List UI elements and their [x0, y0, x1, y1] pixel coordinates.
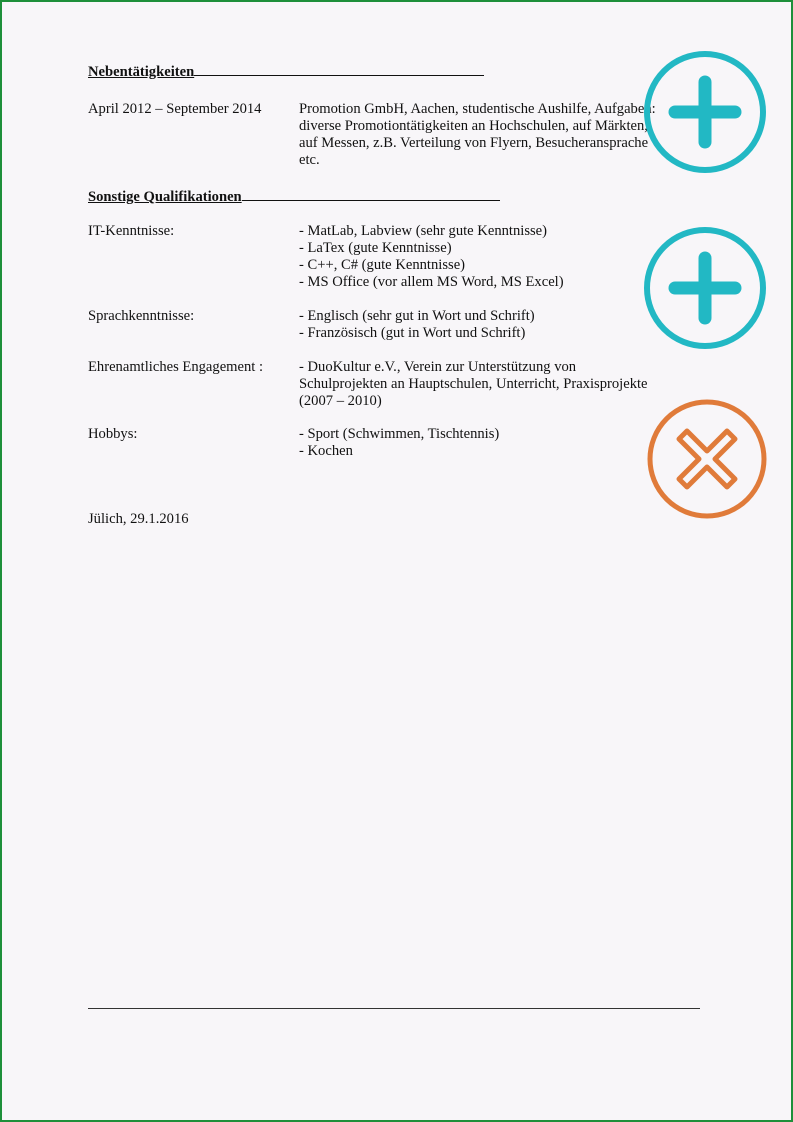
- language-skills-row: [88, 308, 700, 342]
- section-title: Nebentätigkeiten: [88, 64, 195, 80]
- list-item: - MS Office (vor allem MS Word, MS Excel): [299, 274, 564, 290]
- list-item: - Englisch (sehr gut in Wort und Schrift): [299, 308, 535, 324]
- it-skills-row: [88, 223, 700, 291]
- text-line: Promotion GmbH, Aachen, studentische Aushilfe, Aufgaben:: [299, 101, 656, 117]
- footer-divider: [88, 1008, 700, 1009]
- list-item: - C++, C# (gute Kenntnisse): [299, 257, 466, 273]
- list-item: - LaTex (gute Kenntnisse): [299, 240, 452, 256]
- side-job-period: April 2012 – September 2014: [88, 101, 262, 117]
- side-job-entry: [88, 101, 700, 169]
- it-skills-list: [299, 223, 700, 291]
- language-skills-list: [299, 308, 700, 342]
- volunteer-row: [88, 359, 700, 410]
- text-line: auf Messen, z.B. Verteilung von Flyern, Besucheransprache: [299, 135, 649, 151]
- volunteer-list: [299, 359, 700, 410]
- text-line: etc.: [299, 152, 320, 168]
- place-date: Jülich, 29.1.2016: [88, 511, 189, 527]
- list-item: - MatLab, Labview (sehr gute Kenntnisse): [299, 223, 548, 239]
- list-item: Schulprojekten an Hauptschulen, Unterricht, Praxisprojekte: [299, 376, 648, 392]
- list-item: - Sport (Schwimmen, Tischtennis): [299, 426, 500, 442]
- section-heading-side-jobs: [88, 62, 700, 81]
- cv-content: [88, 62, 700, 528]
- hobbies-row: [88, 426, 700, 460]
- plus-icon[interactable]: [643, 226, 767, 350]
- icon-stroke: [679, 431, 735, 487]
- list-item: - Französisch (gut in Wort und Schrift): [299, 325, 526, 341]
- hobbies-label: Hobbys:: [88, 426, 138, 442]
- text-line: diverse Promotiontätigkeiten an Hochschulen, auf Märkten,: [299, 118, 648, 134]
- plus-icon[interactable]: [643, 50, 767, 174]
- language-skills-label: Sprachkenntnisse:: [88, 308, 195, 324]
- list-item: - Kochen: [299, 443, 353, 459]
- section-title: Sonstige Qualifikationen: [88, 189, 242, 205]
- icon-ring: [650, 402, 764, 516]
- list-item: (2007 – 2010): [299, 393, 382, 409]
- volunteer-label: Ehrenamtliches Engagement :: [88, 359, 264, 375]
- list-item: - DuoKultur e.V., Verein zur Unterstützung von: [299, 359, 577, 375]
- hobbies-list: [299, 426, 700, 460]
- cross-icon[interactable]: [646, 398, 768, 520]
- heading-rule: [242, 187, 500, 201]
- heading-rule: [194, 62, 484, 76]
- side-job-description: [299, 101, 700, 169]
- it-skills-label: IT-Kenntnisse:: [88, 223, 175, 239]
- section-heading-other: [88, 187, 700, 206]
